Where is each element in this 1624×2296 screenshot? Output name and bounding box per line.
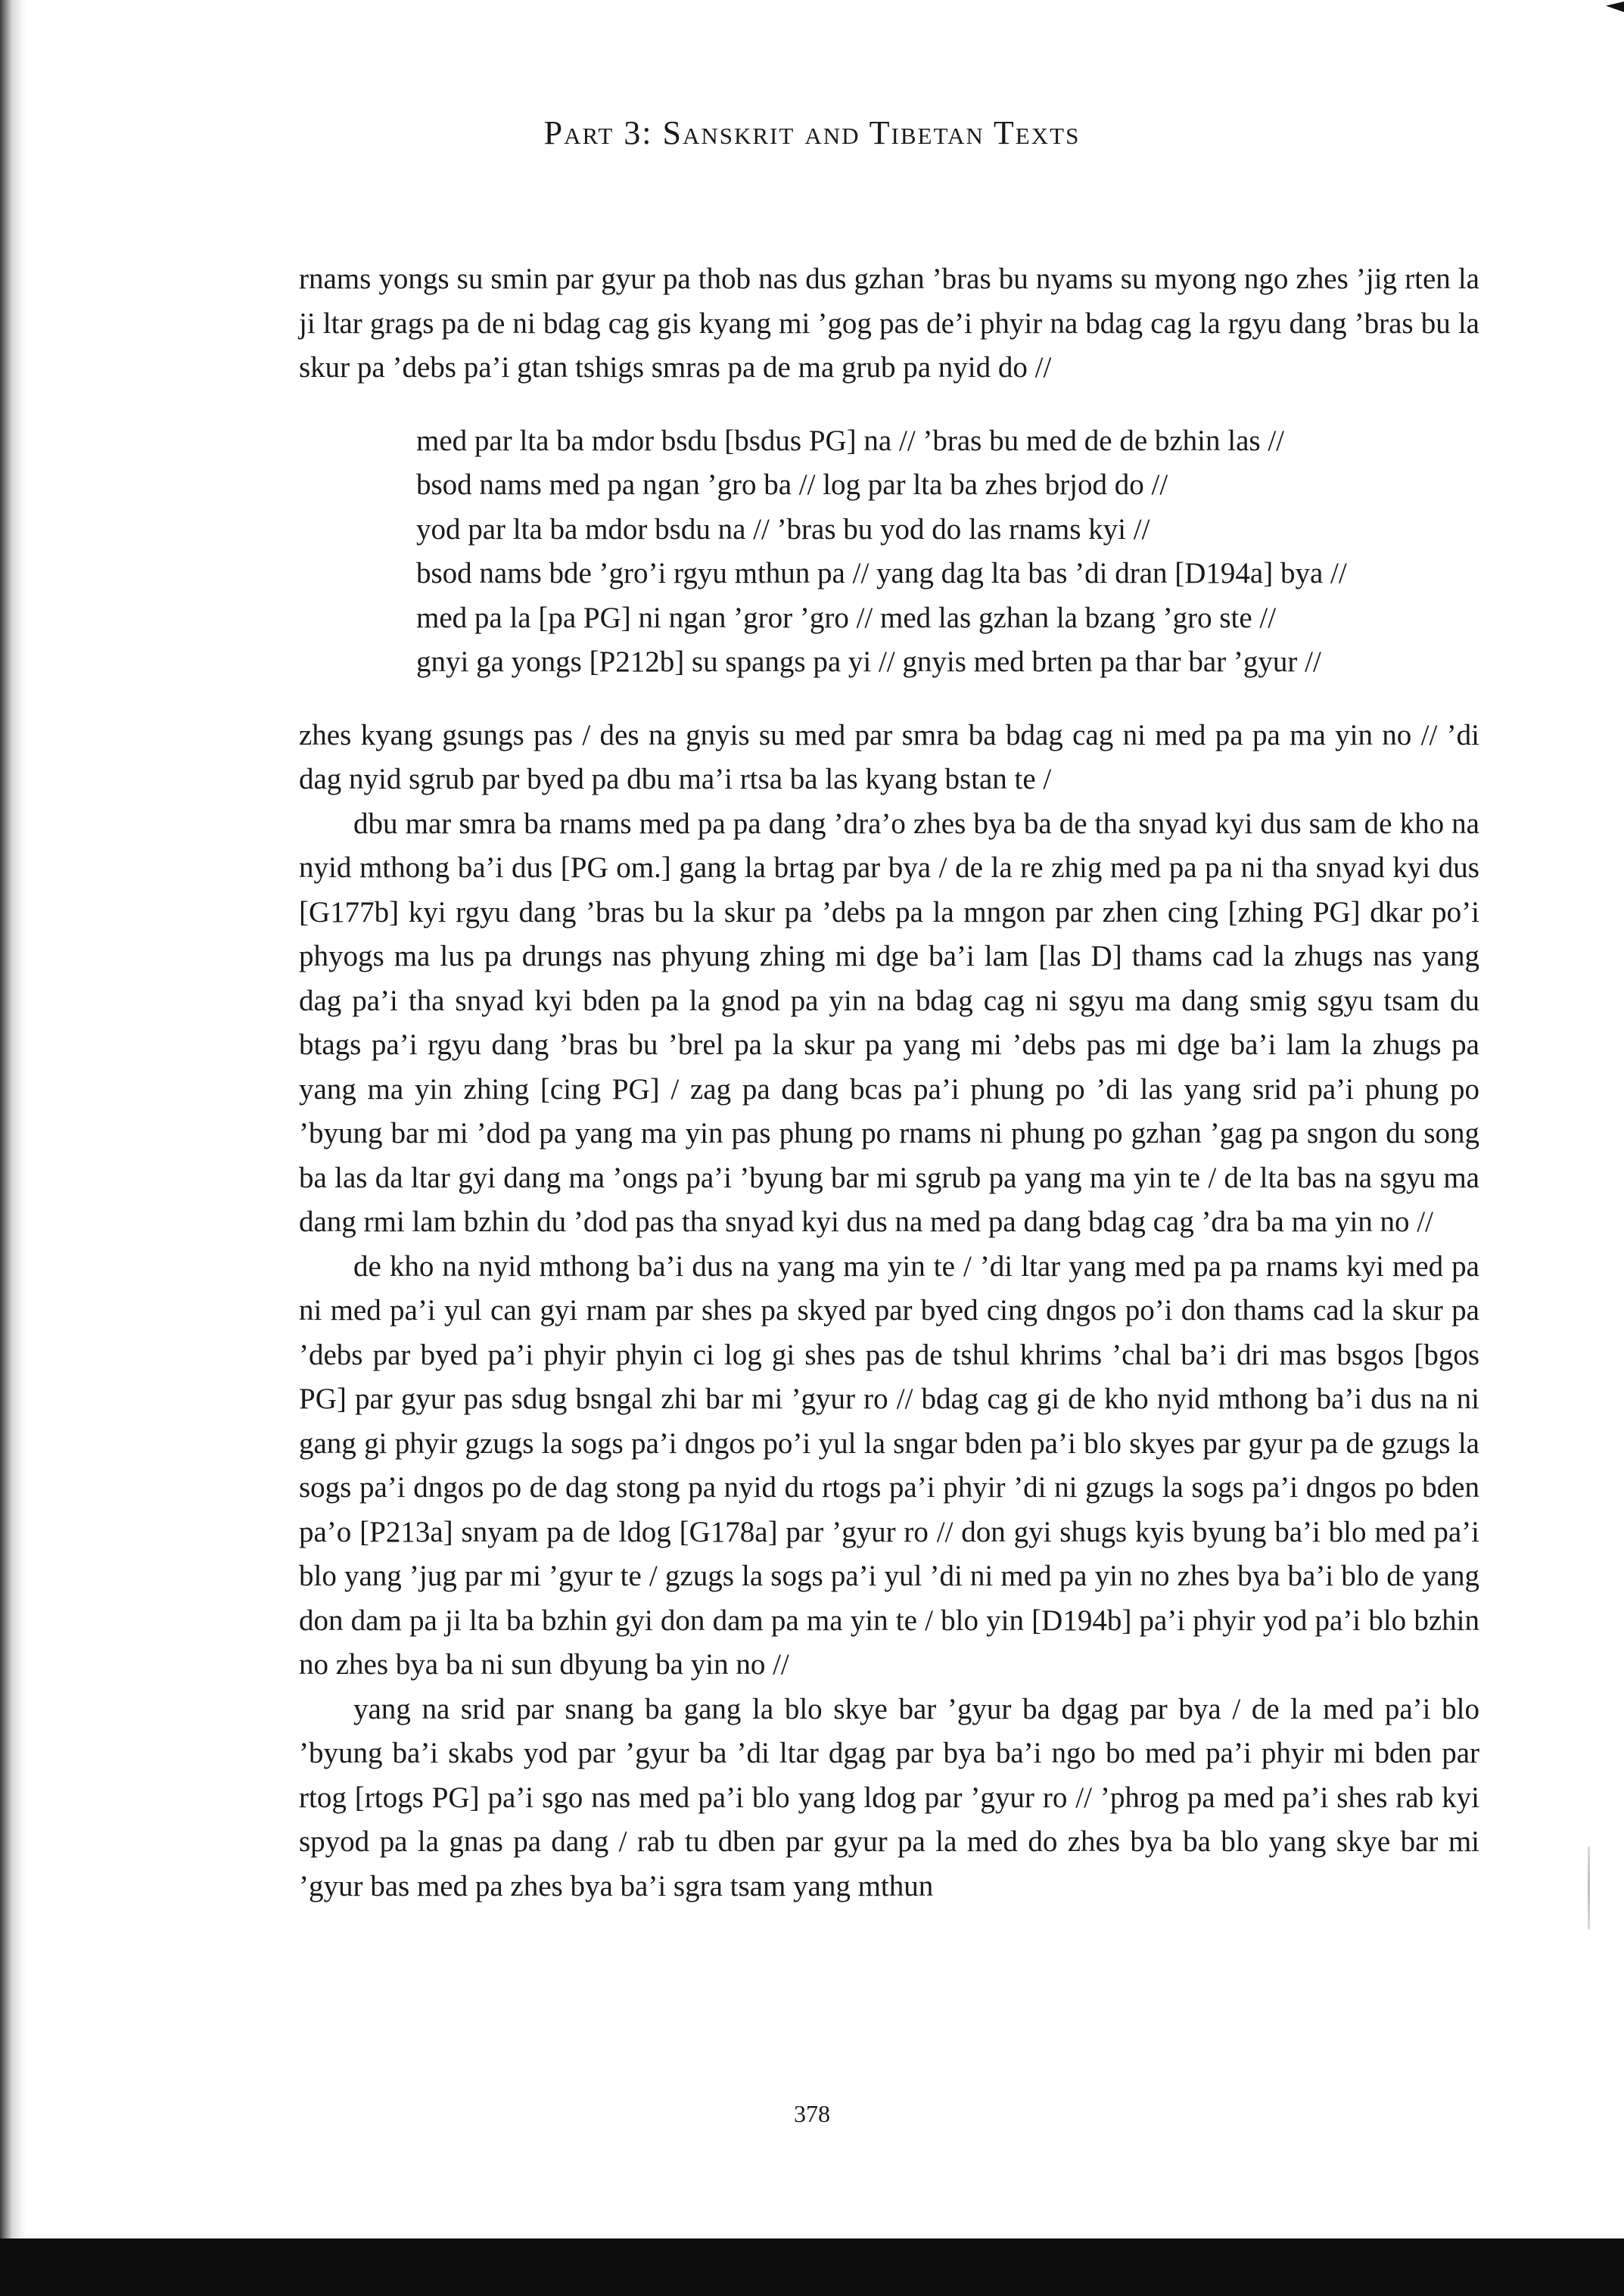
body-paragraph: zhes kyang gsungs pas / des na gnyis su med par smra ba bdag cag ni med pa pa ma yin no // ’di dag nyid sgrub par byed pa dbu ma’i rtsa ba las kyang bstan te / (299, 718, 1479, 795)
running-header: Part 3: Sanskrit and Tibetan Texts (543, 114, 1081, 151)
body-paragraph: yang na srid par snang ba gang la blo skye bar ’gyur ba dgag par bya / de la med pa’i blo ’byung ba’i skabs yod par ’gyur ba ’di ltar dgag par bya ba’i ngo bo med pa’i phyir mi bden par rtog [rtogs PG] pa’i sgo nas med pa’i blo yang ldog par ’gyur ro // ’phrog pa med pa’i shes rab kyi spyod pa la gnas pa dang / rab tu dben par gyur pa la med do zhes bya ba blo yang skye bar mi ’gyur bas med pa zhes bya ba’i sgra tsam yang mthun (299, 1692, 1479, 1902)
verse-line: bsod nams med pa ngan ’gro ba // log par lta ba zhes brjod do // (416, 468, 1168, 501)
verse-line: bsod nams bde ’gro’i rgyu mthun pa // yang dag lta bas ’di dran [D194a] bya // (416, 557, 1347, 590)
page-body (299, 257, 1479, 1909)
scan-corner-mark (1606, 2, 1624, 12)
verse-block (416, 419, 1479, 685)
verse-line: med pa la [pa PG] ni ngan ’gror ’gro // med las gzhan la bzang ’gro ste // (416, 601, 1277, 634)
verse-line: med par lta ba mdor bsdu [bsdus PG] na // ’bras bu med de de bzhin las // (416, 424, 1285, 457)
intro-paragraph: rnams yongs su smin par gyur pa thob nas dus gzhan ’bras bu nyams su myong ngo zhes ’jig rten la ji ltar grags pa de ni bdag cag gis kyang mi ’gog pas de’i phyir na bdag cag la rgyu dang ’bras bu la skur pa ’debs pa’i gtan tshigs smras pa de ma grub pa nyid do // (299, 263, 1479, 384)
body-paragraph: dbu mar smra ba rnams med pa pa dang ’dra’o zhes bya ba de tha snyad kyi dus sam de kho na nyid mthong ba’i dus [PG om.] gang la brtag par bya / de la re zhig med pa pa ni tha snyad kyi dus [G177b] kyi rgyu dang ’bras bu la skur pa ’debs pa la mngon par zhen cing [zhing PG] dkar po’i phyogs ma lus pa drungs nas phyung zhing mi dge ba’i lam [las D] thams cad la zhugs nas yang dag pa’i tha snyad kyi bden pa la gnod pa yin na bdag cag ni sgyu ma dang smig sgyu tsam du btags pa’i rgyu dang ’bras bu ’brel pa la skur pa yang mi ’debs pas mi dge ba’i lam la zhugs pa yang ma yin zhing [cing PG] / zag pa dang bcas pa’i phung po ’di las yang srid pa’i phung po ’byung bar mi ’dod pa yang ma yin pas phung po rnams ni phung po gzhan ’gag pa sngon du song ba las da ltar gyi dang ma ’ongs pa’i ’byung bar mi sgrub pa yang ma yin te / de lta bas na sgyu ma dang rmi lam bzhin du ’dod pas tha snyad kyi dus na med pa dang bdag cag ’dra ba ma yin no // (299, 807, 1479, 1238)
body-paragraph: de kho na nyid mthong ba’i dus na yang ma yin te / ’di ltar yang med pa pa rnams kyi med pa ni med pa’i yul can gyi rnam par shes pa skyed par byed cing dngos po’i don thams cad la skur pa ’debs par byed pa’i phyir phyin ci log gi shes pas de tshul khrims ’chal ba’i dri mas bsgos [bgos PG] par gyur pas sdug bsngal zhi bar mi ’gyur ro // bdag cag gi de kho nyid mthong ba’i dus na ni gang gi phyir gzugs la sogs pa’i dngos po’i yul la sngar bden pa’i blo skyes par gyur pa de gzugs la sogs pa’i dngos po de dag stong pa nyid du rtogs pa’i phyir ’di ni gzugs la sogs pa’i dngos po bden pa’o [P213a] snyam pa de ldog [G178a] par ’gyur ro // don gyi shugs kyis byung ba’i blo med pa’i blo yang ’jug par mi ’gyur te / gzugs la sogs pa’i yul ’di ni med pa yin no zhes bya ba’i blo de yang don dam pa ji lta ba bzhin gyi don dam pa ma yin te / blo yin [D194b] pa’i phyir yod pa’i blo bzhin no zhes bya ba ni sun dbyung ba yin no // (299, 1249, 1479, 1681)
scan-binding-shadow (0, 0, 26, 2240)
verse-line: gnyi ga yongs [P212b] su spangs pa yi // gnyis med brten pa thar bar ’gyur // (416, 646, 1321, 678)
scan-margin-mark (1588, 1846, 1590, 1930)
page-number: 378 (794, 2100, 830, 2127)
verse-line: yod par lta ba mdor bsdu na // ’bras bu yod do las rnams kyi // (416, 512, 1150, 546)
scan-bottom-edge (0, 2238, 1624, 2296)
